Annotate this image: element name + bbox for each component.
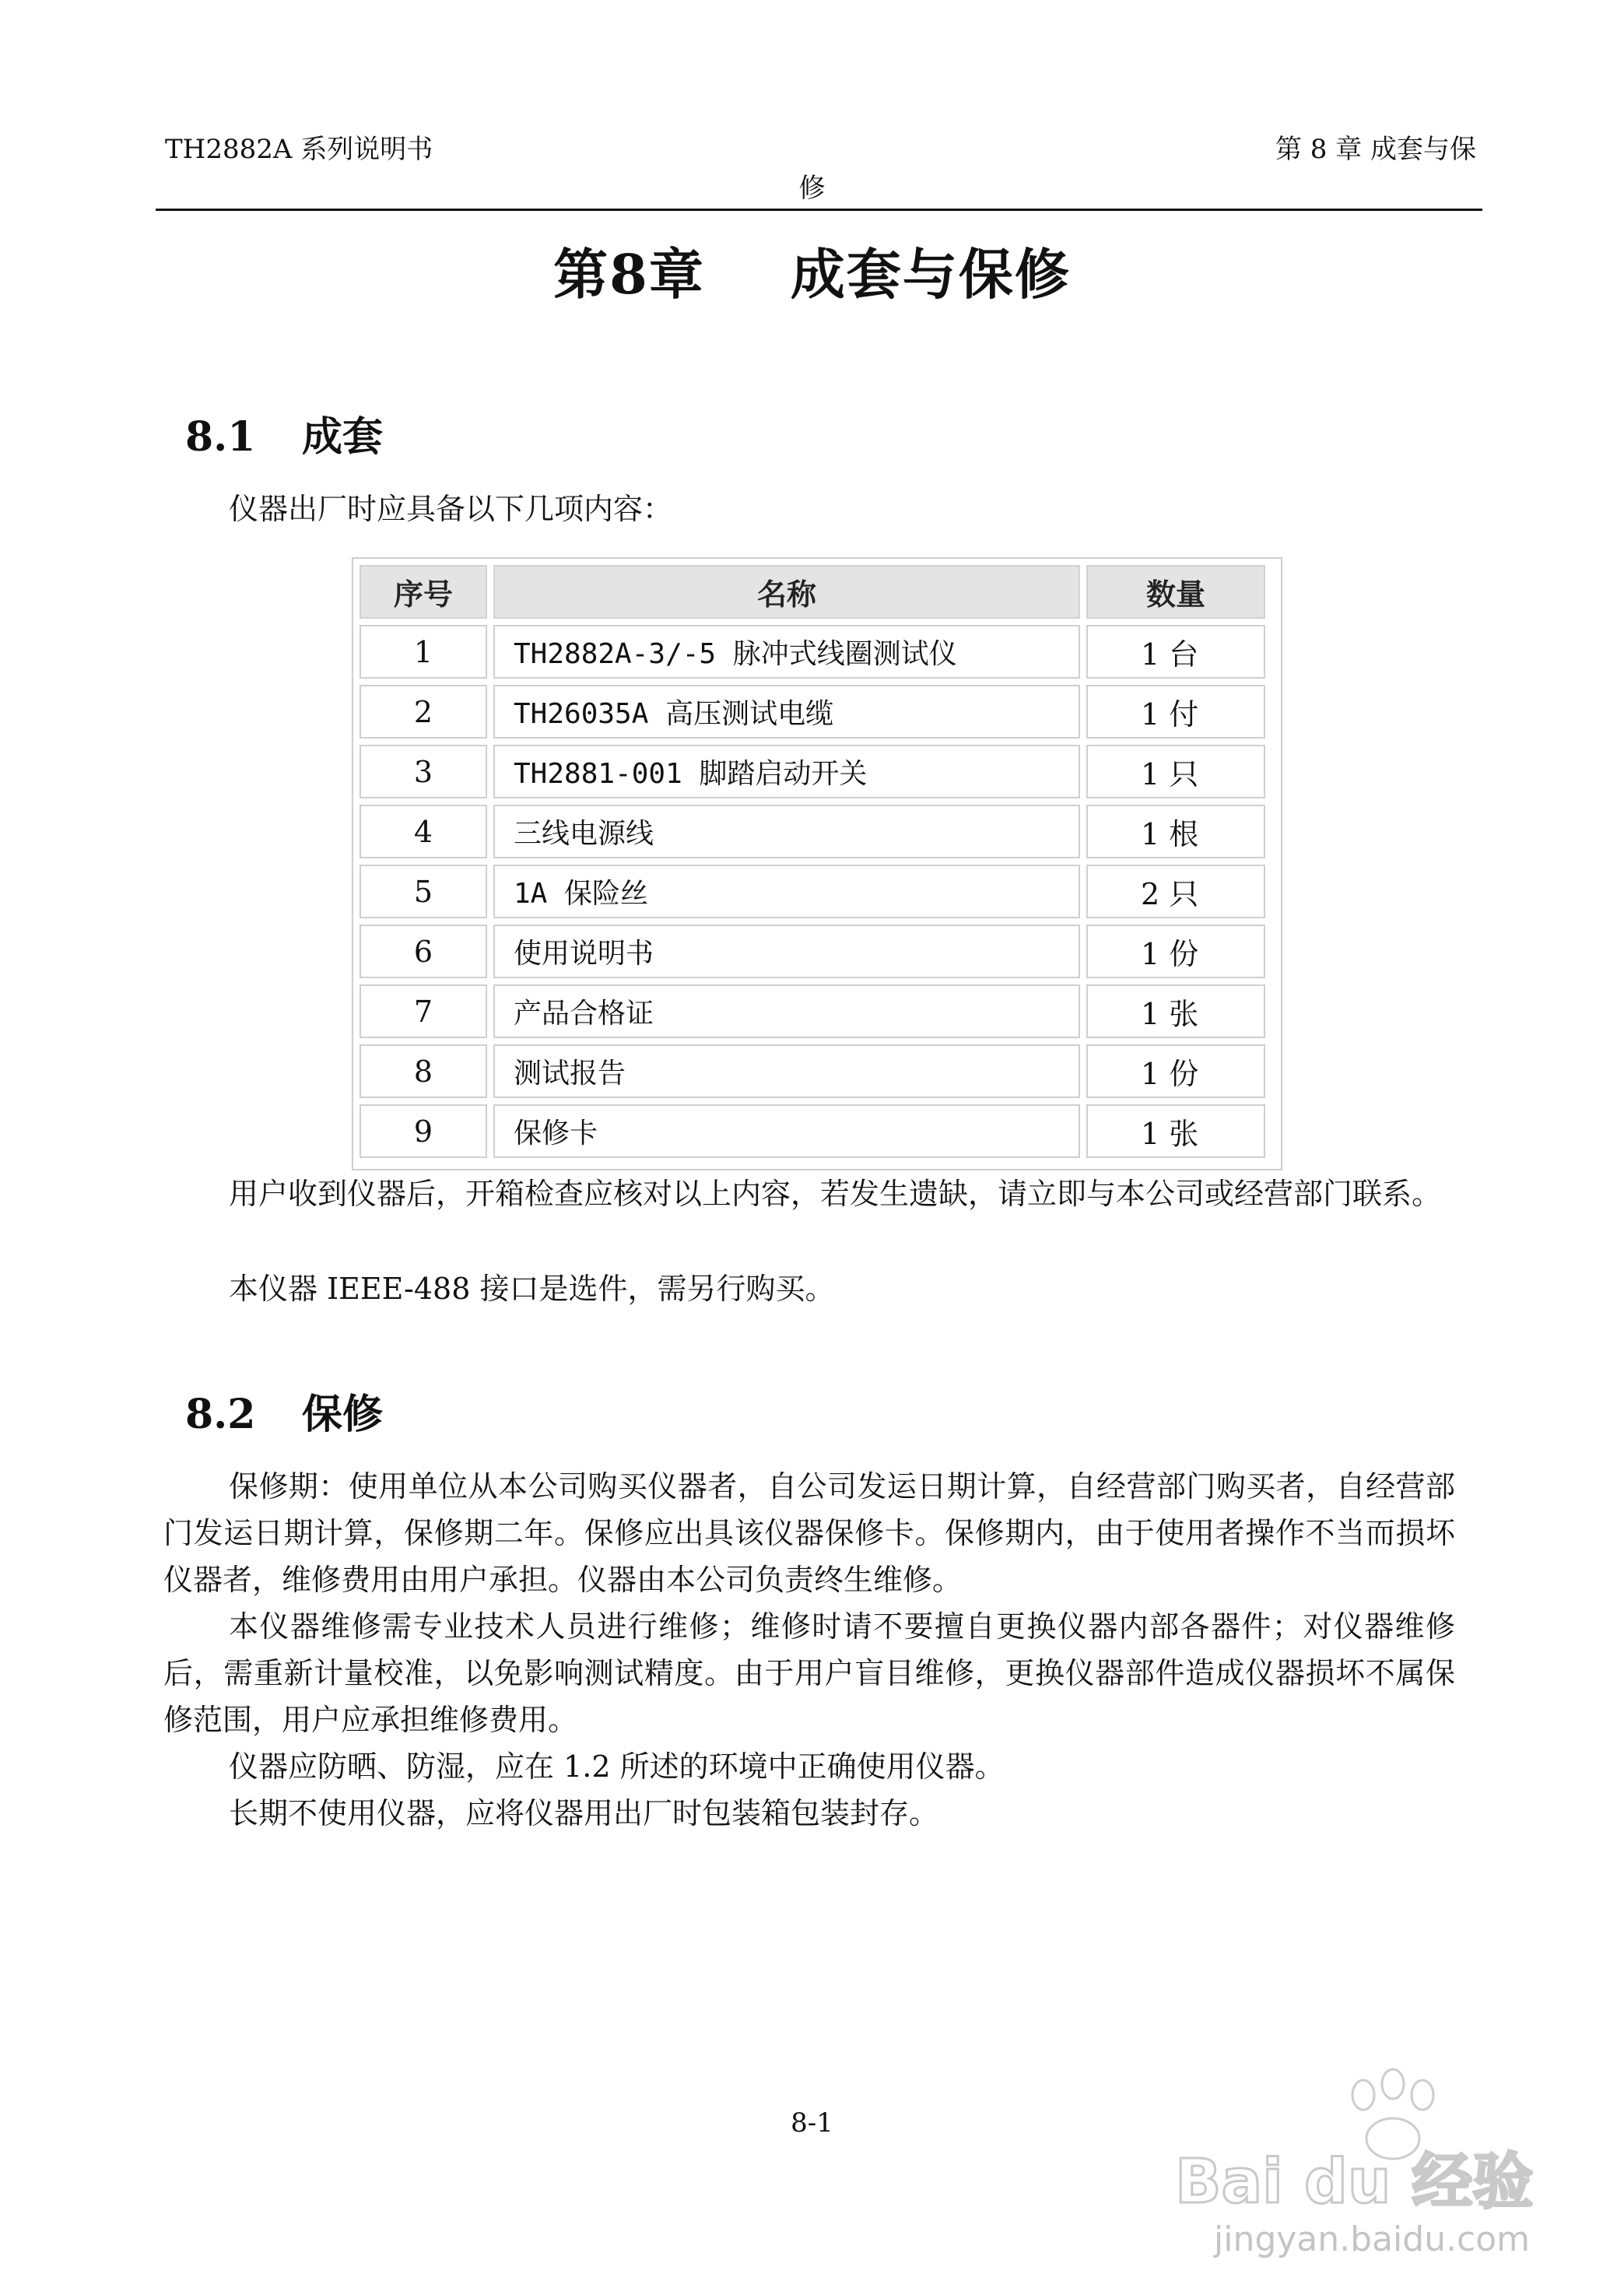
table-row xyxy=(360,925,1265,978)
table-row xyxy=(360,1104,1265,1158)
cell-quantity: 1 份 xyxy=(1086,925,1265,978)
cell-number: 1 xyxy=(360,625,487,679)
watermark-brand: Bai du 经验 xyxy=(1175,2147,1534,2217)
table-row xyxy=(360,1044,1265,1098)
cell-name: 三线电源线 xyxy=(493,805,1080,858)
paragraph-environment: 仪器应防晒、防湿，应在 1.2 所述的环境中正确使用仪器。 xyxy=(229,1749,1005,1784)
table-row xyxy=(360,685,1265,739)
baidu-watermark xyxy=(1159,2047,1564,2265)
cell-name: 保修卡 xyxy=(493,1104,1080,1158)
cell-quantity: 1 份 xyxy=(1086,1044,1265,1098)
cell-quantity: 1 只 xyxy=(1086,745,1265,798)
cell-number: 8 xyxy=(360,1044,487,1098)
cell-name: TH2881-001 脚踏启动开关 xyxy=(493,745,1080,798)
table-row xyxy=(360,805,1265,858)
header-rule xyxy=(156,209,1482,211)
cell-number: 7 xyxy=(360,984,487,1038)
section-number: 8.1 xyxy=(185,413,256,461)
kit-table-frame xyxy=(352,557,1282,1170)
cell-number: 3 xyxy=(360,745,487,798)
cell-quantity: 1 台 xyxy=(1086,625,1265,679)
cell-name: 产品合格证 xyxy=(493,984,1080,1038)
paragraph-ieee-option: 本仪器 IEEE-488 接口是选件，需另行购买。 xyxy=(229,1272,835,1306)
cell-quantity: 2 只 xyxy=(1086,865,1265,918)
cell-number: 6 xyxy=(360,925,487,978)
cell-quantity: 1 张 xyxy=(1086,1104,1265,1158)
section-heading-8-2 xyxy=(185,1390,383,1440)
table-row xyxy=(360,745,1265,798)
cell-quantity: 1 张 xyxy=(1086,984,1265,1038)
running-header-left: TH2882A 系列说明书 xyxy=(165,134,433,165)
cell-name: TH2882A-3/-5 脉冲式线圈测试仪 xyxy=(493,625,1080,679)
cell-name: TH26035A 高压测试电缆 xyxy=(493,685,1080,739)
section-title: 保修 xyxy=(302,1391,384,1438)
cell-number: 4 xyxy=(360,805,487,858)
cell-name: 1A 保险丝 xyxy=(493,865,1080,918)
paw-toe xyxy=(1382,2069,1404,2099)
paragraph-repair: 本仪器维修需专业技术人员进行维修；维修时请不要擅自更换仪器内部各器件；对仪器维修后，需重新计量校准，以免影响测试精度。由于用户盲目维修，更换仪器部件造成仪器损坏不属保修范围，用户应承担维修费用。 xyxy=(163,1609,1455,1737)
table-row xyxy=(360,865,1265,918)
section-number: 8.2 xyxy=(185,1391,256,1438)
page-number: 8-1 xyxy=(791,2107,833,2139)
table-row xyxy=(360,984,1265,1038)
cell-quantity: 1 根 xyxy=(1086,805,1265,858)
section-heading-8-1 xyxy=(185,412,383,462)
section-title: 成套 xyxy=(302,413,384,461)
paragraph-warranty-period: 保修期：使用单位从本公司购买仪器者，自公司发运日期计算，自经营部门购买者，自经营部门发运日期计算，保修期二年。保修应出具该仪器保修卡。保修期内，由于使用者操作不当而损坏仪器者，维修费用由用户承担。仪器由本公司负责终生维修。 xyxy=(163,1469,1455,1597)
paw-toe xyxy=(1352,2080,1374,2110)
cell-number: 5 xyxy=(360,865,487,918)
column-header-number: 序号 xyxy=(360,565,487,619)
cell-number: 2 xyxy=(360,685,487,739)
cell-name: 测试报告 xyxy=(493,1044,1080,1098)
table-header-row xyxy=(360,565,1265,619)
chapter-title xyxy=(0,241,1624,308)
chapter-number: 第8章 xyxy=(553,242,705,307)
watermark-url: jingyan.baidu.com xyxy=(1214,2220,1531,2259)
running-header-wrap: 修 xyxy=(798,173,826,204)
kit-table xyxy=(353,559,1271,1164)
paw-toe xyxy=(1412,2080,1433,2110)
chapter-name: 成套与保修 xyxy=(790,242,1071,307)
cell-quantity: 1 付 xyxy=(1086,685,1265,739)
paragraph-check-contents: 用户收到仪器后，开箱检查应核对以上内容，若发生遗缺，请立即与本公司或经营部门联系。 xyxy=(229,1177,1442,1211)
table-row xyxy=(360,625,1265,679)
column-header-name: 名称 xyxy=(493,565,1080,619)
section-intro: 仪器出厂时应具备以下几项内容： xyxy=(229,492,673,526)
running-header-right: 第 8 章 成套与保 xyxy=(1275,134,1476,165)
column-header-quantity: 数量 xyxy=(1086,565,1265,619)
cell-number: 9 xyxy=(360,1104,487,1158)
cell-name: 使用说明书 xyxy=(493,925,1080,978)
paragraph-storage: 长期不使用仪器，应将仪器用出厂时包装箱包装封存。 xyxy=(229,1796,939,1830)
